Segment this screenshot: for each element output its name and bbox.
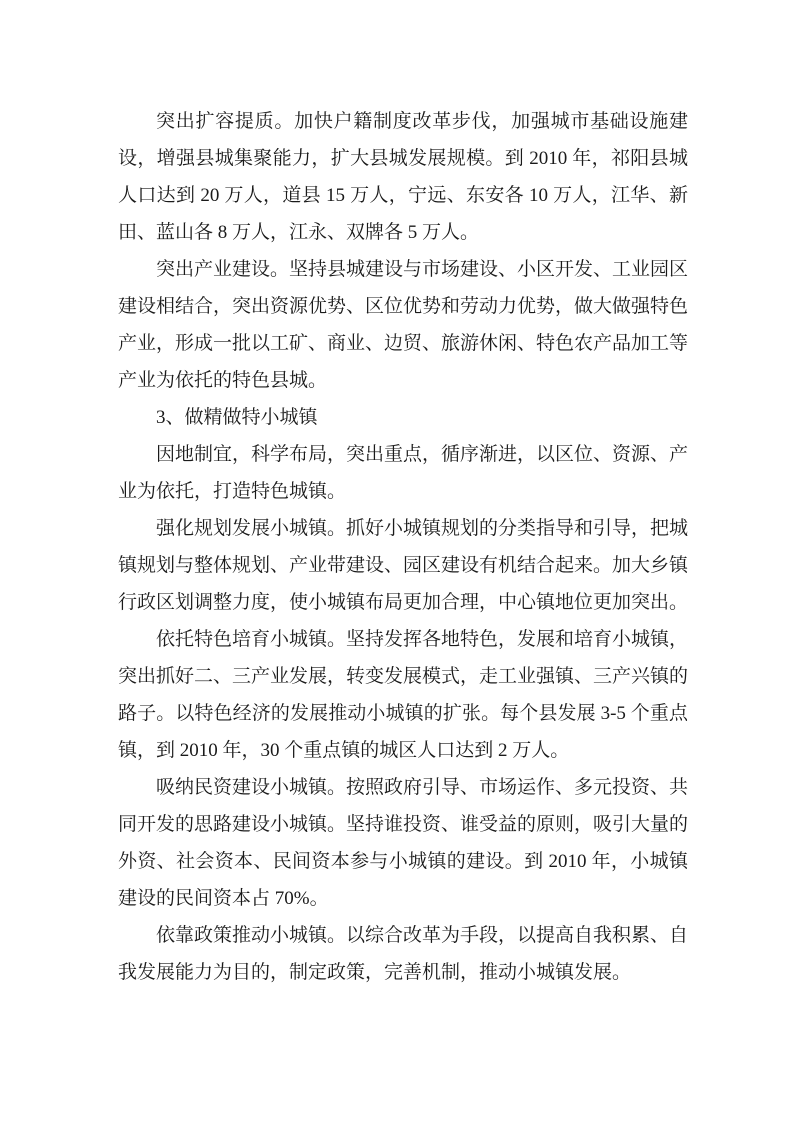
paragraph-cultivate-by-features: 依托特色培育小城镇。坚持发挥各地特色，发展和培育小城镇，突出抓好二、三产业发展，转变发展模式，走工业强镇、三产兴镇的路子。以特色经济的发展推动小城镇的扩张。每个县发展 3-5 个重点镇，到 2010 年，30 个重点镇的城区人口达到 2 万人。 <box>118 629 689 761</box>
paragraph-strengthen-planning: 强化规划发展小城镇。抓好小城镇规划的分类指导和引导，把城镇规划与整体规划、产业带建设、园区建设有机结合起来。加大乡镇行政区划调整力度，使小城镇布局更加合理，中心镇地位更加突出。 <box>118 518 689 613</box>
paragraph-planning-principles: 因地制宜，科学布局，突出重点，循序渐进，以区位、资源、产业为依托，打造特色城镇。 <box>118 444 689 502</box>
paragraph-policy-promotion: 依靠政策推动小城镇。以综合改革为手段，以提高自我积累、自我发展能力为目的，制定政策，完善机制，推动小城镇发展。 <box>118 925 689 983</box>
paragraph-industry-building: 突出产业建设。坚持县城建设与市场建设、小区开发、工业园区建设相结合，突出资源优势、区位优势和劳动力优势，做大做强特色产业，形成一批以工矿、商业、边贸、旅游休闲、特色农产品加工等产业为依托的特色县城。 <box>118 259 689 391</box>
paragraph-county-expansion: 突出扩容提质。加快户籍制度改革步伐，加强城市基础设施建设，增强县城集聚能力，扩大县城发展规模。到 2010 年，祁阳县城人口达到 20 万人，道县 15 万人，宁远、东安各 10 万人，江华、新田、蓝山各 8 万人，江永、双牌各 5 万人。 <box>118 111 688 243</box>
section-heading-small-towns: 3、做精做特小城镇 <box>156 407 318 428</box>
paragraph-private-capital: 吸纳民资建设小城镇。按照政府引导、市场运作、多元投资、共同开发的思路建设小城镇。坚持谁投资、谁受益的原则，吸引大量的外资、社会资本、民间资本参与小城镇的建设。到 2010 年，小城镇建设的民间资本占 70%。 <box>118 777 689 909</box>
